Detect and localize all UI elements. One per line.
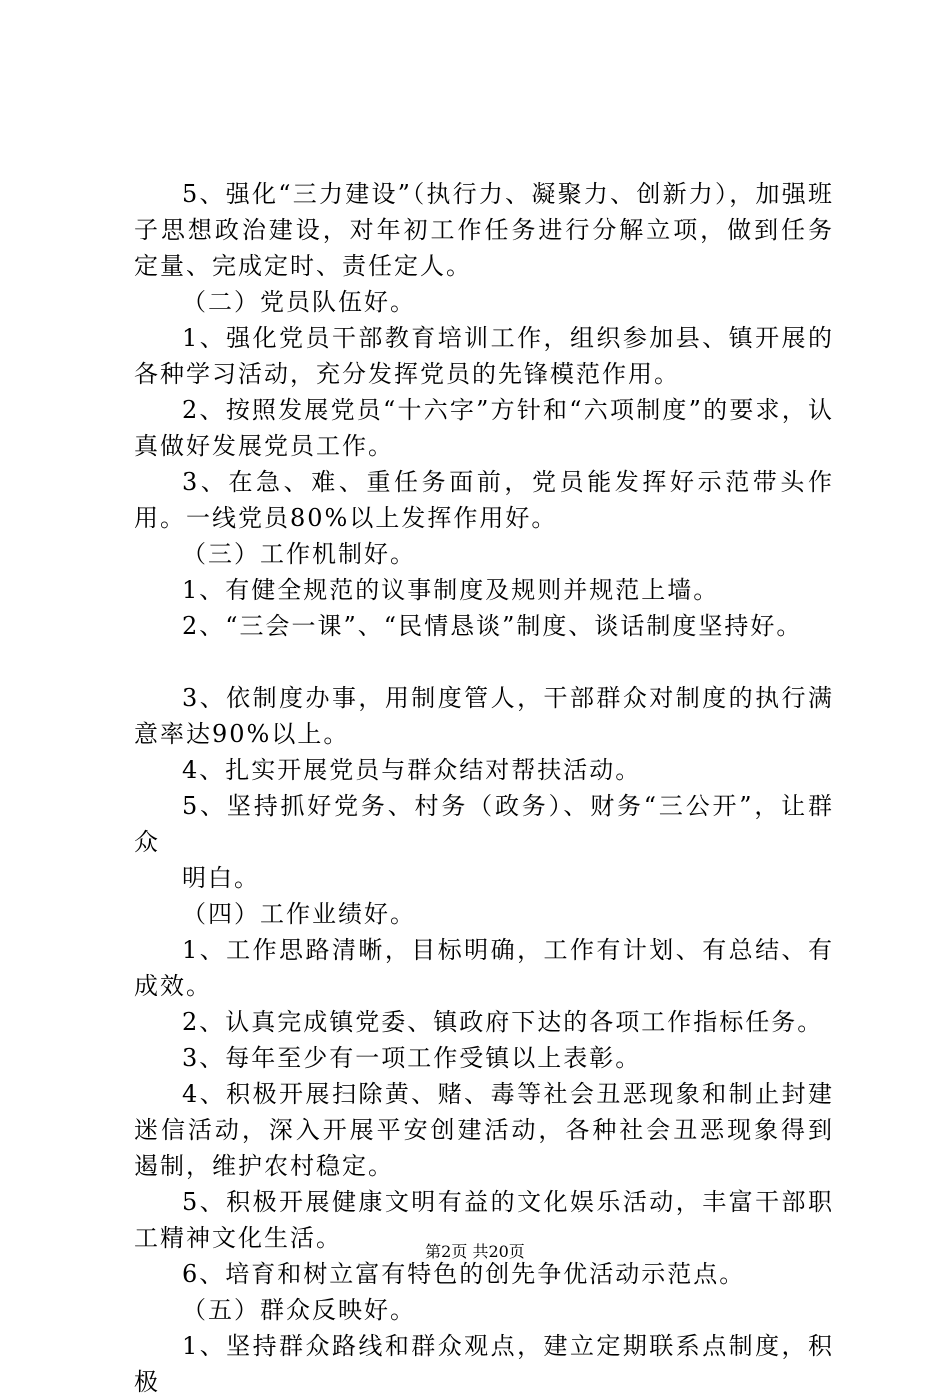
paragraph-item-5-three-openness: 5、坚持抓好党务、村务（政务）、财务“三公开”，让群众 <box>134 792 834 856</box>
paragraph-item-1-rules: 1、有健全规范的议事制度及规则并规范上墙。 <box>182 576 720 604</box>
paragraph-item-3-system-management: 3、依制度办事，用制度管人，干部群众对制度的执行满意率达90%以上。 <box>134 684 834 748</box>
paragraph-item-4-assistance: 4、扎实开展党员与群众结对帮扶活动。 <box>182 756 642 784</box>
page-number-footer: 第2页 共20页 <box>425 1242 525 1261</box>
paragraph-item-2-development: 2、按照发展党员“十六字”方针和“六项制度”的要求，认真做好发展党员工作。 <box>134 396 834 460</box>
section-heading-work-mechanism: （三）工作机制好。 <box>182 540 416 568</box>
paragraph-item-3-role-model: 3、在急、难、重任务面前，党员能发挥好示范带头作用。一线党员80%以上发挥作用好。 <box>134 468 834 532</box>
paragraph-item-1-work-ideas: 1、工作思路清晰，目标明确，工作有计划、有总结、有成效。 <box>134 936 834 1000</box>
paragraph-item-6-demonstration: 6、培育和树立富有特色的创先争优活动示范点。 <box>182 1260 746 1288</box>
paragraph-item-4-safety: 4、积极开展扫除黄、赌、毒等社会丑恶现象和制止封建迷信活动，深入开展平安创建活动，各种社会丑恶现象得到遏制，维护农村稳定。 <box>134 1080 834 1180</box>
paragraph-item-2-meetings: 2、“三会一课”、“民情恳谈”制度、谈话制度坚持好。 <box>182 612 803 640</box>
paragraph-item-1-mass-line: 1、坚持群众路线和群众观点，建立定期联系点制度，积极 <box>134 1332 834 1396</box>
paragraph-continuation: 明白。 <box>182 864 260 892</box>
section-heading-party-members: （二）党员队伍好。 <box>182 288 416 316</box>
paragraph-item-3-commendation: 3、每年至少有一项工作受镇以上表彰。 <box>182 1044 642 1072</box>
paragraph-item-2-tasks: 2、认真完成镇党委、镇政府下达的各项工作指标任务。 <box>182 1008 824 1036</box>
section-heading-work-performance: （四）工作业绩好。 <box>182 900 416 928</box>
paragraph-item-5-strengthen-three-forces: 5、强化“三力建设”（执行力、凝聚力、创新力），加强班子思想政治建设，对年初工作任务进行分解立项，做到任务定量、完成定时、责任定人。 <box>134 180 834 280</box>
paragraph-item-1-training: 1、强化党员干部教育培训工作，组织参加县、镇开展的各种学习活动，充分发挥党员的先锋模范作用。 <box>134 324 834 388</box>
document-body <box>134 176 834 1400</box>
paragraph-item-5-culture: 5、积极开展健康文明有益的文化娱乐活动，丰富干部职工精神文化生活。 <box>134 1188 834 1252</box>
section-heading-public-feedback: （五）群众反映好。 <box>182 1296 416 1324</box>
